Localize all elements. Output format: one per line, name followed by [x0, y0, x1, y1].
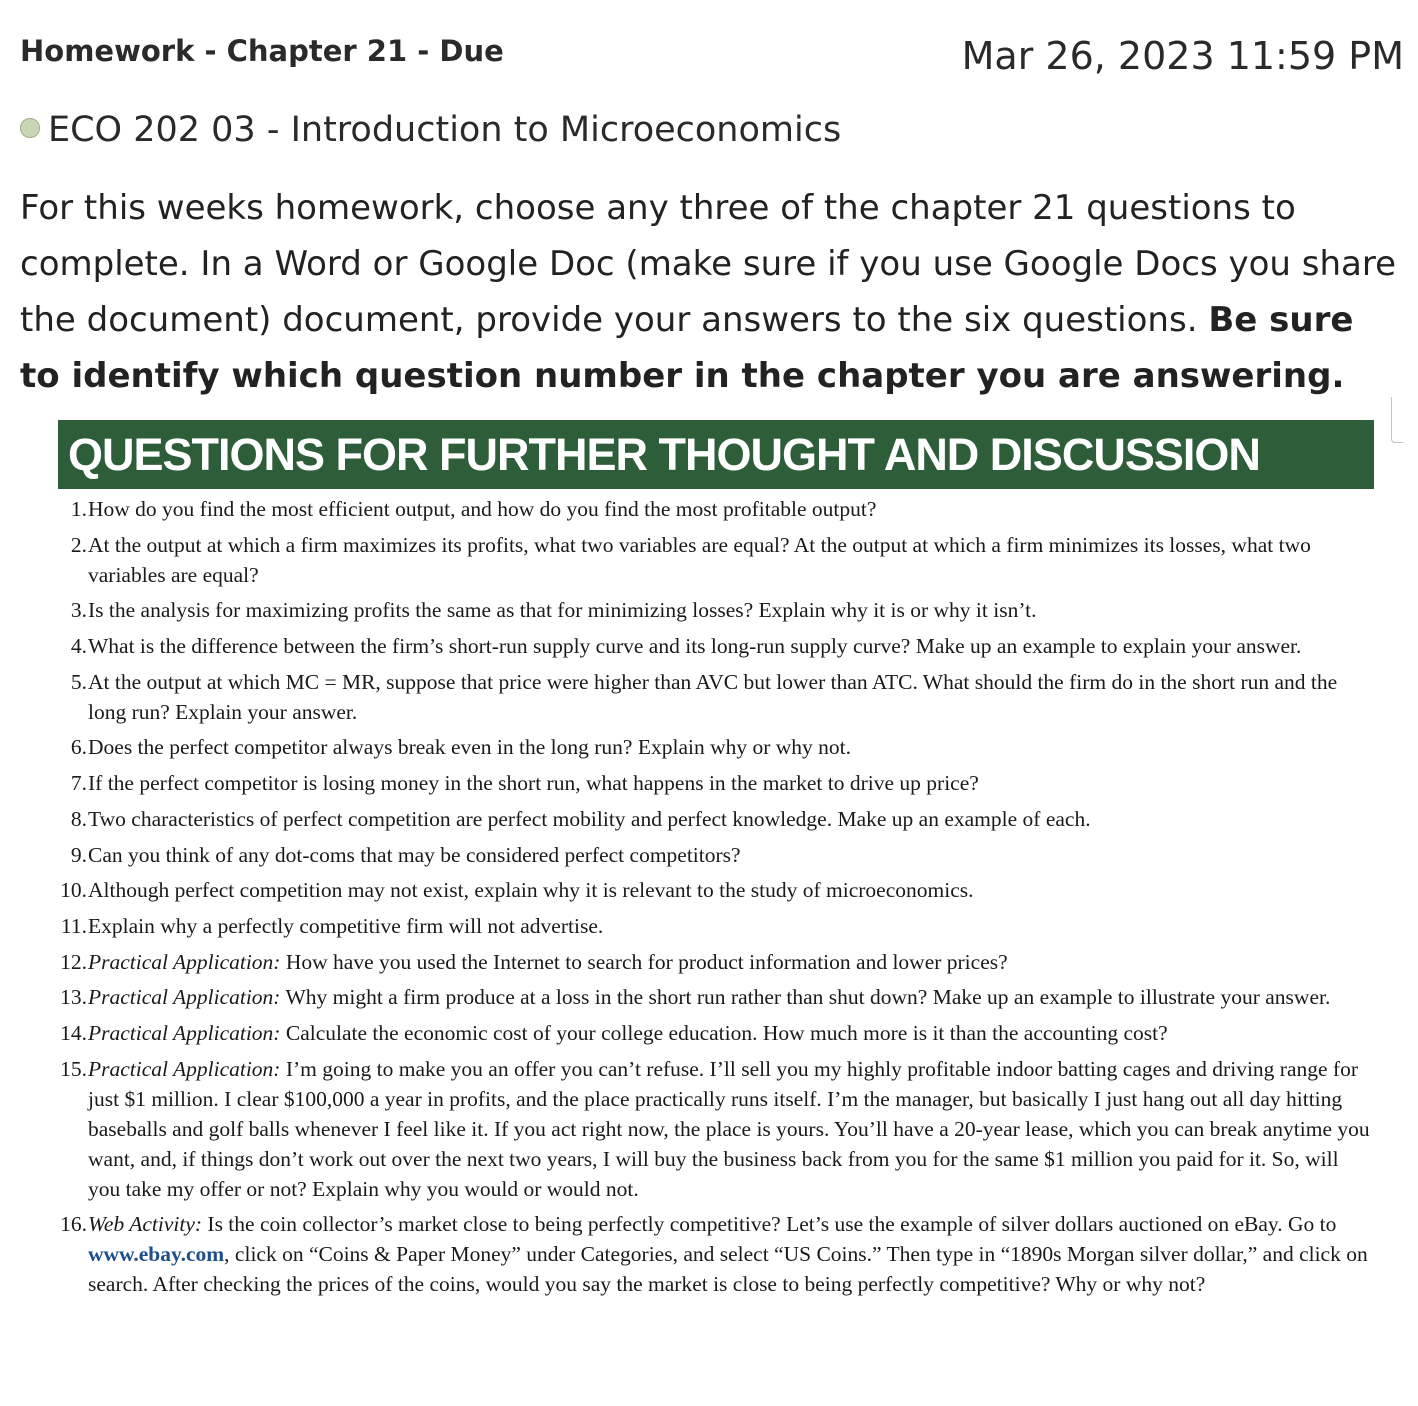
question-body: What is the difference between the firm’s short-run supply curve and its long-run supply curve? Make up an example to explain your answer.	[88, 634, 1302, 659]
instructions-text: For this weeks homework, choose any three of the chapter 21 questions to complete. In a Word or Google Doc (make sure if you use Google Docs you share the document) document, provide your answers to the six questions.	[20, 188, 1396, 340]
question-item	[58, 732, 1374, 762]
question-text	[88, 530, 1374, 590]
question-item	[58, 1018, 1374, 1048]
question-body: How do you find the most efficient output, and how do you find the most profitable output?	[88, 497, 877, 521]
question-body-continued: , click on “Coins & Paper Money” under Categories, and select “US Coins.” Then type in “1890s Morgan silver dollar,” and click on search. After checking the prices of the coins, would you say the market is close to being perfectly competitive? Why or why not?	[88, 1242, 1368, 1297]
question-text	[88, 631, 1374, 661]
question-body: Is the analysis for maximizing profits the same as that for minimizing losses? Explain why it is or why it isn’t.	[88, 598, 1037, 623]
question-body: Can you think of any dot-coms that may be considered perfect competitors?	[88, 842, 741, 867]
question-number: 3.	[70, 598, 87, 623]
question-text	[88, 911, 1374, 941]
question-item	[58, 982, 1374, 1012]
assignment-title: Homework - Chapter 21 - Due	[20, 34, 504, 68]
question-body: Although perfect competition may not exist, explain why it is relevant to the study of microeconomics.	[88, 878, 974, 903]
question-number: 2.	[70, 532, 87, 557]
course-name[interactable]: ECO 202 03 - Introduction to Microeconomics	[48, 110, 842, 150]
question-text	[88, 804, 1374, 834]
question-item	[58, 631, 1374, 661]
question-text	[88, 1054, 1374, 1204]
question-item	[58, 530, 1374, 590]
question-label: Practical Application:	[88, 1056, 281, 1081]
section-heading: QUESTIONS FOR FURTHER THOUGHT AND DISCUSSION	[58, 420, 1374, 489]
question-item	[58, 768, 1374, 798]
question-text	[88, 1018, 1374, 1048]
instructions	[20, 180, 1400, 404]
question-body: Is the coin collector’s market close to being perfectly competitive? Let’s use the example of silver dollars auctioned on eBay. Go to	[202, 1212, 1337, 1237]
question-body: Does the perfect competitor always break even in the long run? Explain why or why not.	[88, 735, 852, 760]
question-item	[58, 911, 1374, 941]
question-text	[88, 768, 1374, 798]
question-body: If the perfect competitor is losing money in the short run, what happens in the market to drive up price?	[88, 771, 979, 796]
due-date: Mar 26, 2023 11:59 PM	[961, 34, 1404, 78]
question-text	[88, 494, 1374, 524]
question-number: 9.	[70, 842, 87, 867]
question-text	[88, 875, 1374, 905]
question-body: Calculate the economic cost of your college education. How much more is it than the accounting cost?	[280, 1020, 1168, 1045]
question-item	[58, 595, 1374, 625]
question-number: 1.	[70, 497, 87, 521]
question-text	[88, 732, 1374, 762]
question-number: 10.	[60, 878, 87, 903]
question-body: At the output at which MC = MR, suppose that price were higher than AVC but lower than ATC. What should the firm do in the short run and the long run? Explain your answer.	[88, 669, 1338, 724]
question-label: Practical Application:	[88, 1020, 281, 1045]
course-row	[20, 110, 841, 150]
question-number: 4.	[70, 634, 87, 659]
question-label: Web Activity:	[88, 1212, 203, 1237]
question-item	[58, 494, 1374, 524]
question-text	[88, 595, 1374, 625]
question-text	[88, 840, 1374, 870]
question-number: 7.	[70, 771, 87, 796]
scroll-edge-marker	[1391, 397, 1403, 443]
question-item	[58, 875, 1374, 905]
question-item	[58, 1209, 1374, 1299]
question-number: 6.	[70, 735, 87, 760]
question-number: 5.	[70, 669, 87, 694]
question-label: Practical Application:	[88, 949, 281, 974]
question-item	[58, 947, 1374, 977]
ebay-link[interactable]: www.ebay.com	[88, 1242, 225, 1267]
question-text	[88, 667, 1374, 727]
question-body: Explain why a perfectly competitive firm will not advertise.	[88, 913, 604, 938]
question-number: 8.	[70, 806, 87, 831]
question-body: How have you used the Internet to search for product information and lower prices?	[280, 949, 1008, 974]
question-number: 11.	[60, 913, 87, 938]
question-body: Why might a firm produce at a loss in the short run rather than shut down? Make up an example to illustrate your answer.	[280, 985, 1331, 1010]
question-body: I’m going to make you an offer you can’t refuse. I’ll sell you my highly profitable indoor batting cages and driving range for just $1 million. I clear $100,000 a year in profits, and the place practically runs itself. I’m the manager, but basically I just hang out all day hitting baseballs and golf balls whenever I feel like it. If you act right now, the place is yours. You’ll have a 20-year lease, which you can break anytime you want, and, if things don’t work out over the next two years, I will buy the business back from you for the same $1 million you paid for it. So, will you take my offer or not? Explain why you would or would not.	[88, 1056, 1370, 1201]
question-number: 14.	[60, 1020, 87, 1045]
question-body: At the output at which a firm maximizes its profits, what two variables are equal? At the output at which a firm minimizes its losses, what two variables are equal?	[88, 532, 1311, 587]
question-item	[58, 804, 1374, 834]
question-body: Two characteristics of perfect competition are perfect mobility and perfect knowledge. Make up an example of each.	[88, 806, 1091, 831]
question-number: 13.	[60, 985, 87, 1010]
question-text	[88, 982, 1374, 1012]
question-list	[58, 494, 1374, 1305]
question-number: 15.	[60, 1056, 87, 1081]
question-label: Practical Application:	[88, 985, 281, 1010]
instructions-emphasis: Be sure to identify which question number in the chapter you are answering.	[20, 300, 1354, 396]
question-text	[88, 1209, 1374, 1299]
question-text	[88, 947, 1374, 977]
question-number: 16.	[60, 1212, 87, 1237]
question-item	[58, 840, 1374, 870]
question-item	[58, 1054, 1374, 1204]
question-item	[58, 667, 1374, 727]
course-status-dot-icon	[20, 118, 40, 138]
question-number: 12.	[60, 949, 87, 974]
